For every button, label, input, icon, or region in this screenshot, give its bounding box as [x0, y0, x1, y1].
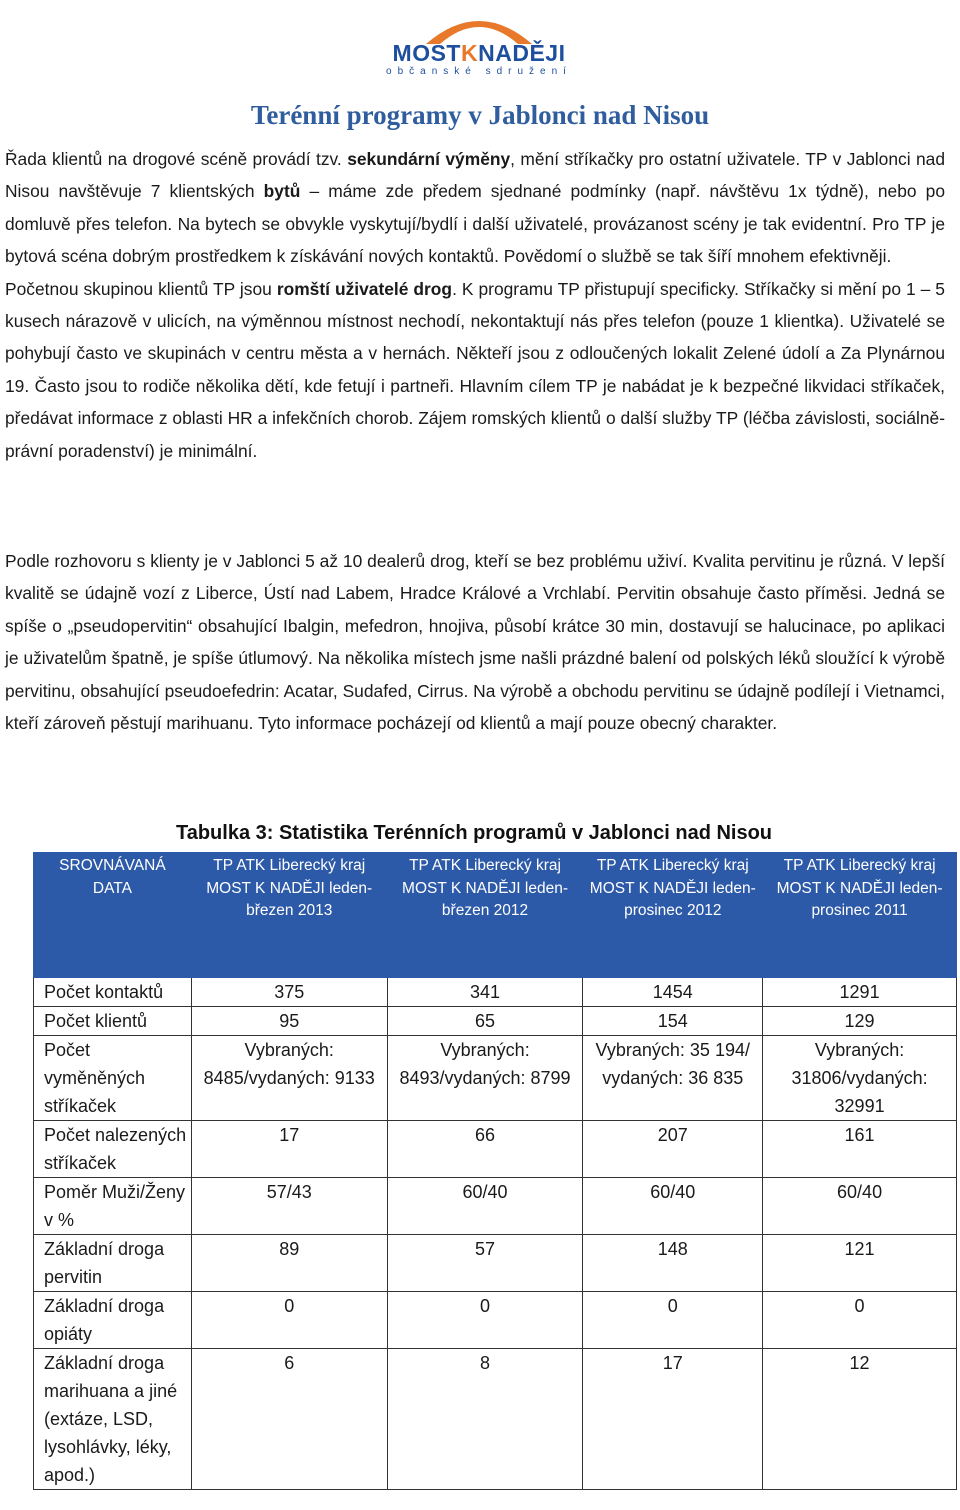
paragraph-dealers: [5, 545, 945, 739]
logo-word-k: K: [460, 40, 479, 66]
column-header: SROVNÁVANÁ DATA: [34, 853, 192, 978]
column-header: TP ATK Liberecký kraj MOST K NADĚJI leden-prosinec 2012: [583, 853, 763, 978]
text-run: Řada klientů na drogové scéně provádí tzv.: [5, 149, 348, 169]
logo-word-nadeji: NADĚJI: [478, 40, 566, 66]
row-label: Základní droga marihuana a jiné (extáze, LSD, lysohlávky, léky, apod.): [34, 1349, 192, 1490]
statistics-table: [33, 852, 957, 1490]
table-cell: 89: [191, 1235, 387, 1292]
bold-text: romští uživatelé drog: [276, 278, 453, 299]
table-cell: 12: [763, 1349, 957, 1490]
row-label: Základní droga pervitin: [34, 1235, 192, 1292]
column-header: TP ATK Liberecký kraj MOST K NADĚJI leden-březen 2013: [191, 853, 387, 978]
table-cell: 341: [387, 978, 583, 1007]
table-cell: 65: [387, 1007, 583, 1036]
table-cell: Vybraných: 8493/vydaných: 8799: [387, 1036, 583, 1121]
table-cell: 57/43: [191, 1178, 387, 1235]
table-cell: 0: [583, 1292, 763, 1349]
table-cell: Vybraných: 8485/vydaných: 9133: [191, 1036, 387, 1121]
table-row: [34, 1349, 957, 1490]
logo-wordmark: [368, 40, 590, 67]
text-run: , mění stříkačky pro ostatní uživatele. TP v Jablonci nad Nisou navštěvuje 7 klientských: [5, 149, 945, 202]
row-label: Poměr Muži/Ženy v %: [34, 1178, 192, 1235]
table-cell: 148: [583, 1235, 763, 1292]
text-run: – máme zde předem sjednané podmínky (např. návštěvu 1x týdně), nebo po domluvě přes telefon. Na bytech se obvykle vyskytují/bydlí i další uživatelé, provázanost scény je tak evidentní. Pro TP je bytová scéna dobrým prostředkem k získávání nových kontaktů. Povědomí o službě se tak šíří mnohem efektivněji.: [5, 181, 945, 267]
table-header-row: [34, 853, 957, 978]
column-header: TP ATK Liberecký kraj MOST K NADĚJI leden-prosinec 2011: [763, 853, 957, 978]
table-cell: 207: [583, 1121, 763, 1178]
table-cell: 57: [387, 1235, 583, 1292]
table-row: [34, 1235, 957, 1292]
table-cell: 129: [763, 1007, 957, 1036]
table-cell: 17: [191, 1121, 387, 1178]
bold-text: sekundární výměny: [347, 149, 511, 169]
row-label: Počet kontaktů: [34, 978, 192, 1007]
paragraph-text: [5, 273, 945, 467]
paragraph-text: Podle rozhovoru s klienty je v Jablonci 5 až 10 dealerů drog, kteří se bez problému uživí. Kvalita pervitinu je různá. V lepší kvalitě se údajně vozí z Liberce, Ústí nad Labem, Hradce Králové a Vrchlabí. Pervitin obsahuje často příměsi. Jedná se spíše o „pseudopervitin“ obsahující Ibalgin, mefedron, hnojiva, působí krátce 30 min, dostavují se halucinace, po aplikaci je uživatelům špatně, je spíše útlumový. Na několika místech jsme našli prázdné balení od polských léků sloužící k výrobě pervitinu, obsahující pseudoefedrin: Acatar, Sudafed, Cirrus. Na výrobě a obchodu pervitinu se údajně podílejí i Vietnamci, kteří zároveň pěstují marihuanu. Tyto informace pocházejí od klientů a mají pouze obecný charakter.: [5, 551, 945, 734]
paragraph-text: [5, 143, 945, 273]
column-header: TP ATK Liberecký kraj MOST K NADĚJI leden-březen 2012: [387, 853, 583, 978]
table-cell: 60/40: [583, 1178, 763, 1235]
row-label: Počet klientů: [34, 1007, 192, 1036]
table-cell: 1454: [583, 978, 763, 1007]
table-caption: Tabulka 3: Statistika Terénních programů v Jablonci nad Nisou: [175, 822, 773, 844]
bridge-arc-icon: [368, 4, 590, 44]
table-row: [34, 1007, 957, 1036]
table-row: [34, 1178, 957, 1235]
logo: [368, 4, 590, 78]
table-cell: Vybraných: 31806/vydaných: 32991: [763, 1036, 957, 1121]
table-cell: 17: [583, 1349, 763, 1490]
table-cell: 0: [763, 1292, 957, 1349]
paragraph-drug-scene: [5, 143, 945, 467]
logo-subtitle: občanské sdružení: [386, 66, 572, 77]
table-cell: Vybraných: 35 194/ vydaných: 36 835: [583, 1036, 763, 1121]
table-cell: 66: [387, 1121, 583, 1178]
row-label: Počet vyměněných stříkaček: [34, 1036, 192, 1121]
table-cell: 95: [191, 1007, 387, 1036]
table-row: [34, 1036, 957, 1121]
text-run: . K programu TP přistupují specificky. Stříkačky si mění po 1 – 5 kusech nárazově v ulicích, na výměnnou místnost nechodí, nekontaktují nás přes telefon (pouze 1 klientka). Uživatelé se pohybují často ve skupinách v centru města a v hernách. Někteří jsou z odloučených lokalit Zelené údolí a Za Plynárnou 19. Často jsou to rodiče několika dětí, kde fetují i partneři. Hlavním cílem TP je nabádat je k bezpečné likvidaci stříkaček, předávat informace z oblasti HR a infekčních chorob. Zájem romských klientů o další služby TP (léčba závislosti, sociálně-právní poradenství) je minimální.: [5, 278, 945, 461]
text-run: Početnou skupinou klientů TP jsou: [5, 278, 277, 299]
table-cell: 121: [763, 1235, 957, 1292]
table-cell: 0: [387, 1292, 583, 1349]
table-cell: 154: [583, 1007, 763, 1036]
table-cell: 1291: [763, 978, 957, 1007]
table-cell: 6: [191, 1349, 387, 1490]
table-cell: 0: [191, 1292, 387, 1349]
table-cell: 161: [763, 1121, 957, 1178]
table-cell: 8: [387, 1349, 583, 1490]
bold-text: bytů: [263, 181, 301, 202]
row-label: Počet nalezených stříkaček: [34, 1121, 192, 1178]
table-cell: 60/40: [387, 1178, 583, 1235]
table-cell: 375: [191, 978, 387, 1007]
logo-word-most: MOST: [392, 40, 461, 66]
table-row: [34, 1121, 957, 1178]
row-label: Základní droga opiáty: [34, 1292, 192, 1349]
table-row: [34, 1292, 957, 1349]
table-cell: 60/40: [763, 1178, 957, 1235]
table-row: [34, 978, 957, 1007]
page-title: Terénní programy v Jablonci nad Nisou: [250, 100, 710, 130]
